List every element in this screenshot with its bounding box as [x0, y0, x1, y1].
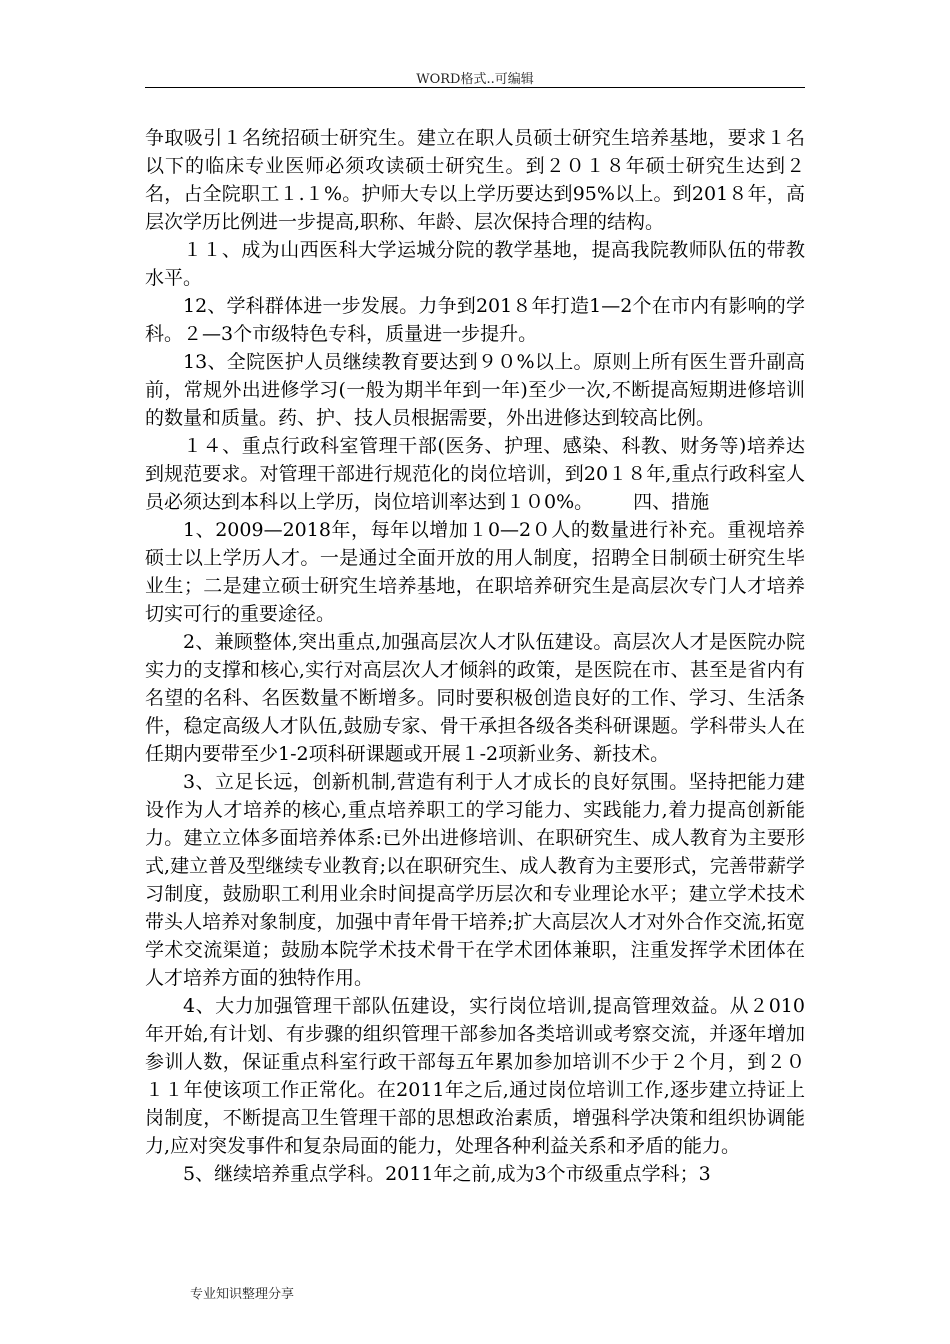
document-body — [145, 124, 805, 1188]
paragraph-10: 5、继续培养重点学科。2011年之前,成为3个市级重点学科；3 — [183, 1163, 711, 1185]
paragraph-3: 12、学科群体进一步发展。力争到201８年打造1—2个在市内有影响的学科。２—3个市级特色专科，质量进一步提升。 — [145, 295, 805, 345]
paragraph-9: 4、大力加强管理干部队伍建设，实行岗位培训,提高管理效益。从２010年开始,有计划、有步骤的组织管理干部参加各类培训或考察交流，并逐年增加参训人数，保证重点科室行政干部每五年累加参加培训不少于２个月，到２０１１年使该项工作正常化。在2011年之后,通过岗位培训工作,逐步建立持证上岗制度，不断提高卫生管理干部的思想政治素质，增强科学决策和组织协调能力,应对突发事件和复杂局面的能力，处理各种利益关系和矛盾的能力。 — [145, 995, 805, 1157]
paragraph-5-text: １４、重点行政科室管理干部(医务、护理、感染、科教、财务等)培养达到规范要求。对管理干部进行规范化的岗位培训，到20１８年,重点行政科室人员必须达到本科以上学历，岗位培训率达到１０0%。 — [145, 435, 805, 513]
page-footer: 专业知识整理分享 — [190, 1287, 295, 1302]
paragraph-2: １１、成为山西医科大学运城分院的教学基地，提高我院教师队伍的带教水平。 — [145, 239, 805, 289]
paragraph-1: 争取吸引１名统招硕士研究生。建立在职人员硕士研究生培养基地，要求１名以下的临床专业医师必须攻读硕士研究生。到２０１８年硕士研究生达到２名，占全院职工１.１%。护师大专以上学历要达到95%以上。到201８年，高层次学历比例进一步提高,职称、年龄、层次保持合理的结构。 — [145, 127, 805, 233]
page-header: WORD格式..可编辑 — [416, 72, 534, 87]
header-rule — [145, 87, 805, 88]
paragraph-4: 13、全院医护人员继续教育要达到９０%以上。原则上所有医生晋升副高前，常规外出进修学习(一般为期半年到一年)至少一次,不断提高短期进修培训的数量和质量。药、护、技人员根据需要，外出进修达到较高比例。 — [145, 351, 805, 429]
paragraph-7: 2、兼顾整体,突出重点,加强高层次人才队伍建设。高层次人才是医院办院实力的支撑和核心,实行对高层次人才倾斜的政策，是医院在市、甚至是省内有名望的名科、名医数量不断增多。同时要积极创造良好的工作、学习、生活条件，稳定高级人才队伍,鼓励专家、骨干承担各级各类科研课题。学科带头人在任期内要带至少1-2项科研课题或开展１-2项新业务、新技术。 — [145, 631, 805, 765]
section-heading-measures: 四、措施 — [633, 491, 710, 513]
paragraph-8: 3、立足长远，创新机制,营造有利于人才成长的良好氛围。坚持把能力建设作为人才培养的核心,重点培养职工的学习能力、实践能力,着力提高创新能力。建立立体多面培养体系:已外出进修培训、在职研究生、成人教育为主要形式,建立普及型继续专业教育;以在职研究生、成人教育为主要形式，完善带薪学习制度，鼓励职工利用业余时间提高学历层次和专业理论水平；建立学术技术带头人培养对象制度，加强中青年骨干培养;扩大高层次人才对外合作交流,拓宽学术交流渠道；鼓励本院学术技术骨干在学术团体兼职，注重发挥学术团体在人才培养方面的独特作用。 — [145, 771, 805, 989]
paragraph-5 — [145, 432, 805, 516]
paragraph-6: 1、2009—2018年，每年以增加１0—2０人的数量进行补充。重视培养硕士以上学历人才。一是通过全面开放的用人制度，招聘全日制硕士研究生毕业生；二是建立硕士研究生培养基地，在职培养研究生是高层次专门人才培养切实可行的重要途径。 — [145, 519, 805, 625]
